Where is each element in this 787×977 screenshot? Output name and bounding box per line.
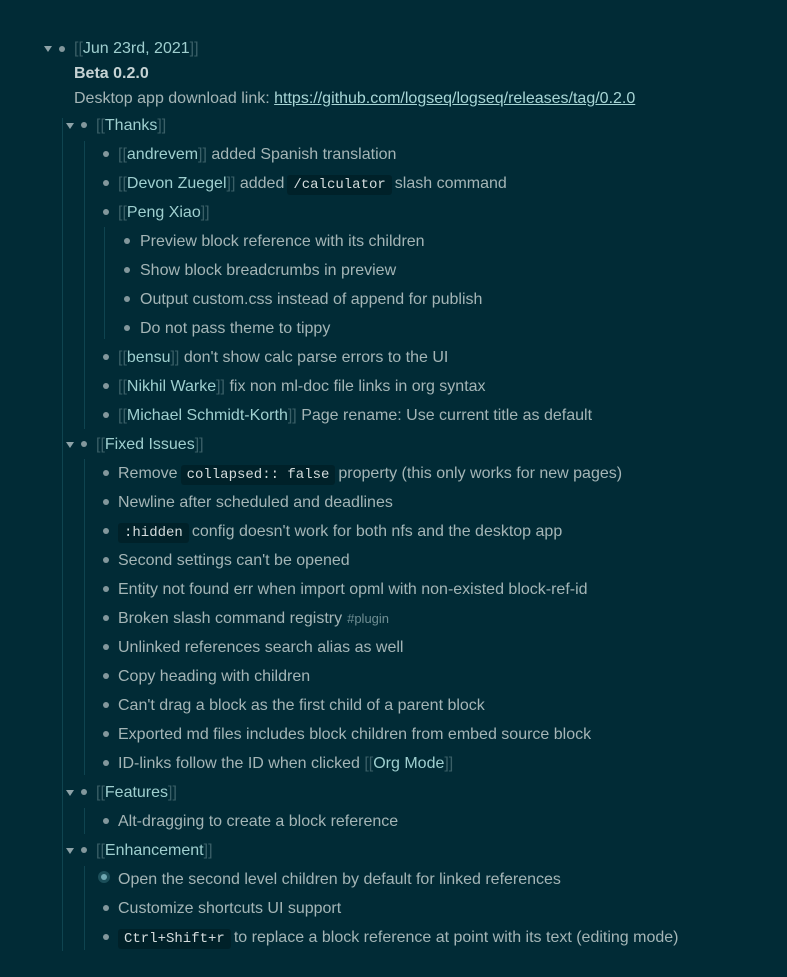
thanks-peng: [[Peng Xiao]] [118,204,210,221]
block-bullet[interactable] [103,702,109,708]
page-ref-thanks[interactable]: Thanks [104,117,158,134]
indent-guide-fixed [84,459,85,775]
block-bullet[interactable] [81,847,87,853]
peng-child: Do not pass theme to tippy [140,320,331,337]
release-title: Beta 0.2.0 [74,65,149,82]
fixed-second-settings: Second settings can't be opened [118,552,350,569]
indent-guide-thanks [84,141,85,429]
fixed-entity: Entity not found err when import opml with non-existed block-ref-id [118,581,588,598]
block-bullet[interactable] [103,354,109,360]
collapse-toggle-icon[interactable] [66,123,74,129]
page-ref-fixed-issues[interactable]: Fixed Issues [104,436,195,453]
thanks-devon: [[Devon Zuegel]] added /calculator slash command [118,175,507,193]
inline-code: :hidden [118,523,189,543]
peng-child: Output custom.css instead of append for publish [140,291,483,308]
thanks-block: [[Thanks]] [96,117,167,134]
block-bullet[interactable] [103,644,109,650]
page-ref-nikhil[interactable]: Nikhil Warke [126,378,217,395]
block-bullet[interactable] [103,586,109,592]
enhancement-block: [[Enhancement]] [96,842,213,859]
page-ref-date[interactable]: Jun 23rd, 2021 [82,40,190,57]
page-ref-michael[interactable]: Michael Schmidt-Korth [126,407,288,424]
fixed-hidden: :hidden config doesn't work for both nfs and the desktop app [115,517,562,548]
block-bullet[interactable] [103,934,109,940]
collapse-toggle-icon[interactable] [66,848,74,854]
fixed-unlinked: Unlinked references search alias as well [118,639,404,656]
block-bullet[interactable] [103,528,109,534]
journal-date-ref[interactable]: [[Jun 23rd, 2021]] [74,40,199,57]
block-bullet[interactable] [103,905,109,911]
collapsed-block-bullet[interactable] [101,874,107,880]
block-bullet[interactable] [103,499,109,505]
block-bullet[interactable] [103,673,109,679]
block-bullet[interactable] [124,267,130,273]
block-bullet[interactable] [103,470,109,476]
page-ref-andrevem[interactable]: andrevem [126,146,199,163]
page-ref-features[interactable]: Features [104,784,169,801]
download-line [74,84,635,113]
collapse-toggle-icon[interactable] [66,790,74,796]
thanks-andrevem: [[andrevem]] added Spanish translation [118,146,397,163]
block-bullet[interactable] [59,46,65,52]
enhancement-open-second: Open the second level children by default for linked references [118,871,561,888]
indent-guide-peng [104,227,105,339]
block-bullet[interactable] [103,412,109,418]
fixed-exported: Exported md files includes block children from embed source block [118,726,592,743]
indent-guide-root [62,118,63,951]
download-label: Desktop app download link: [74,90,270,107]
inline-code: /calculator [287,175,391,195]
thanks-michael: [[Michael Schmidt-Korth]] Page rename: Use current title as default [118,407,593,424]
thanks-nikhil: [[Nikhil Warke]] fix non ml-doc file links in org syntax [118,378,486,395]
features-alt-drag: Alt-dragging to create a block reference [118,813,399,830]
collapse-toggle-icon[interactable] [66,442,74,448]
page-ref-devon[interactable]: Devon Zuegel [126,175,227,192]
indent-guide-enhancement [84,866,85,950]
block-bullet[interactable] [103,151,109,157]
fixed-idlinks: ID-links follow the ID when clicked [[Org Mode]] [118,755,454,772]
block-bullet[interactable] [124,325,130,331]
features-block: [[Features]] [96,784,177,801]
indent-guide-features [84,808,85,834]
peng-child: Show block breadcrumbs in preview [140,262,397,279]
page-ref-enhancement[interactable]: Enhancement [104,842,204,859]
enhancement-shortcut: Ctrl+Shift+r to replace a block reference at point with its text (editing mode) [115,923,679,954]
peng-child: Preview block reference with its children [140,233,425,250]
block-bullet[interactable] [103,180,109,186]
inline-code: collapsed:: false [181,465,336,485]
thanks-bensu: [[bensu]] don't show calc parse errors to the UI [118,349,449,366]
fixed-newline: Newline after scheduled and deadlines [118,494,393,511]
fixed-issues-block: [[Fixed Issues]] [96,436,204,453]
enhancement-customize: Customize shortcuts UI support [118,900,342,917]
inline-code: Ctrl+Shift+r [118,929,231,949]
block-bullet[interactable] [124,296,130,302]
page-ref-bensu[interactable]: bensu [126,349,171,366]
block-bullet[interactable] [103,615,109,621]
tag-plugin[interactable]: #plugin [347,611,390,626]
block-bullet[interactable] [124,238,130,244]
block-bullet[interactable] [81,441,87,447]
block-bullet[interactable] [103,818,109,824]
fixed-remove: Remove collapsed:: false property (this only works for new pages) [118,465,623,483]
block-bullet[interactable] [103,209,109,215]
block-bullet[interactable] [81,122,87,128]
page-ref-org-mode[interactable]: Org Mode [373,755,445,772]
block-bullet[interactable] [103,731,109,737]
block-bullet[interactable] [103,760,109,766]
fixed-cant-drag: Can't drag a block as the first child of a parent block [118,697,485,714]
collapse-toggle-icon[interactable] [44,46,52,52]
download-link[interactable]: https://github.com/logseq/logseq/releases/tag/0.2.0 [274,90,636,107]
fixed-broken: Broken slash command registry #plugin [118,610,390,627]
block-bullet[interactable] [103,383,109,389]
fixed-copy-heading: Copy heading with children [118,668,311,685]
block-bullet[interactable] [103,557,109,563]
block-bullet[interactable] [81,789,87,795]
page-ref-peng[interactable]: Peng Xiao [126,204,201,221]
